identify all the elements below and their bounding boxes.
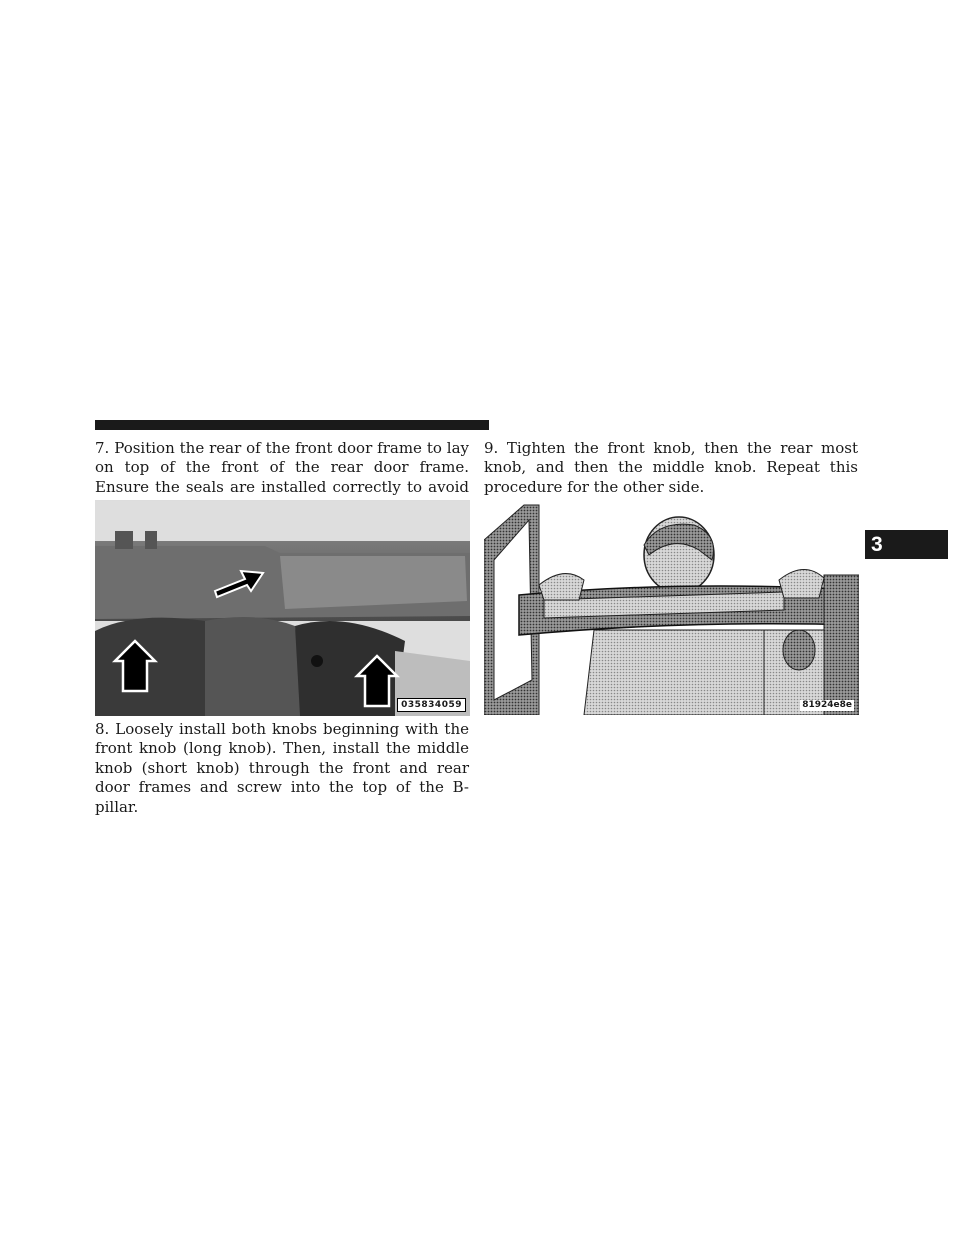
figure-code-label: 81924e8e xyxy=(802,700,852,710)
tighten-knobs-figure xyxy=(484,500,859,715)
step-7-text: 7. Position the rear of the front door frame to lay on top of the front of the rear door frame. Ensure the seals are installed correctly to avoid xyxy=(95,439,469,496)
section-tab: 3 xyxy=(865,530,948,559)
step-8-text: 8. Loosely install both knobs beginning with the front knob (long knob). Then, install the middle knob (short knob) through the front and rear door frames and screw into the top of the B-pillar. xyxy=(95,720,469,816)
section-header-rule xyxy=(95,420,489,430)
door-frame-seal-figure xyxy=(95,500,470,716)
step-9-text: 9. Tighten the front knob, then the rear most knob, and then the middle knob. Repeat this procedure for the other side. xyxy=(484,439,858,496)
figure-code-label: 035834059 xyxy=(397,698,466,712)
